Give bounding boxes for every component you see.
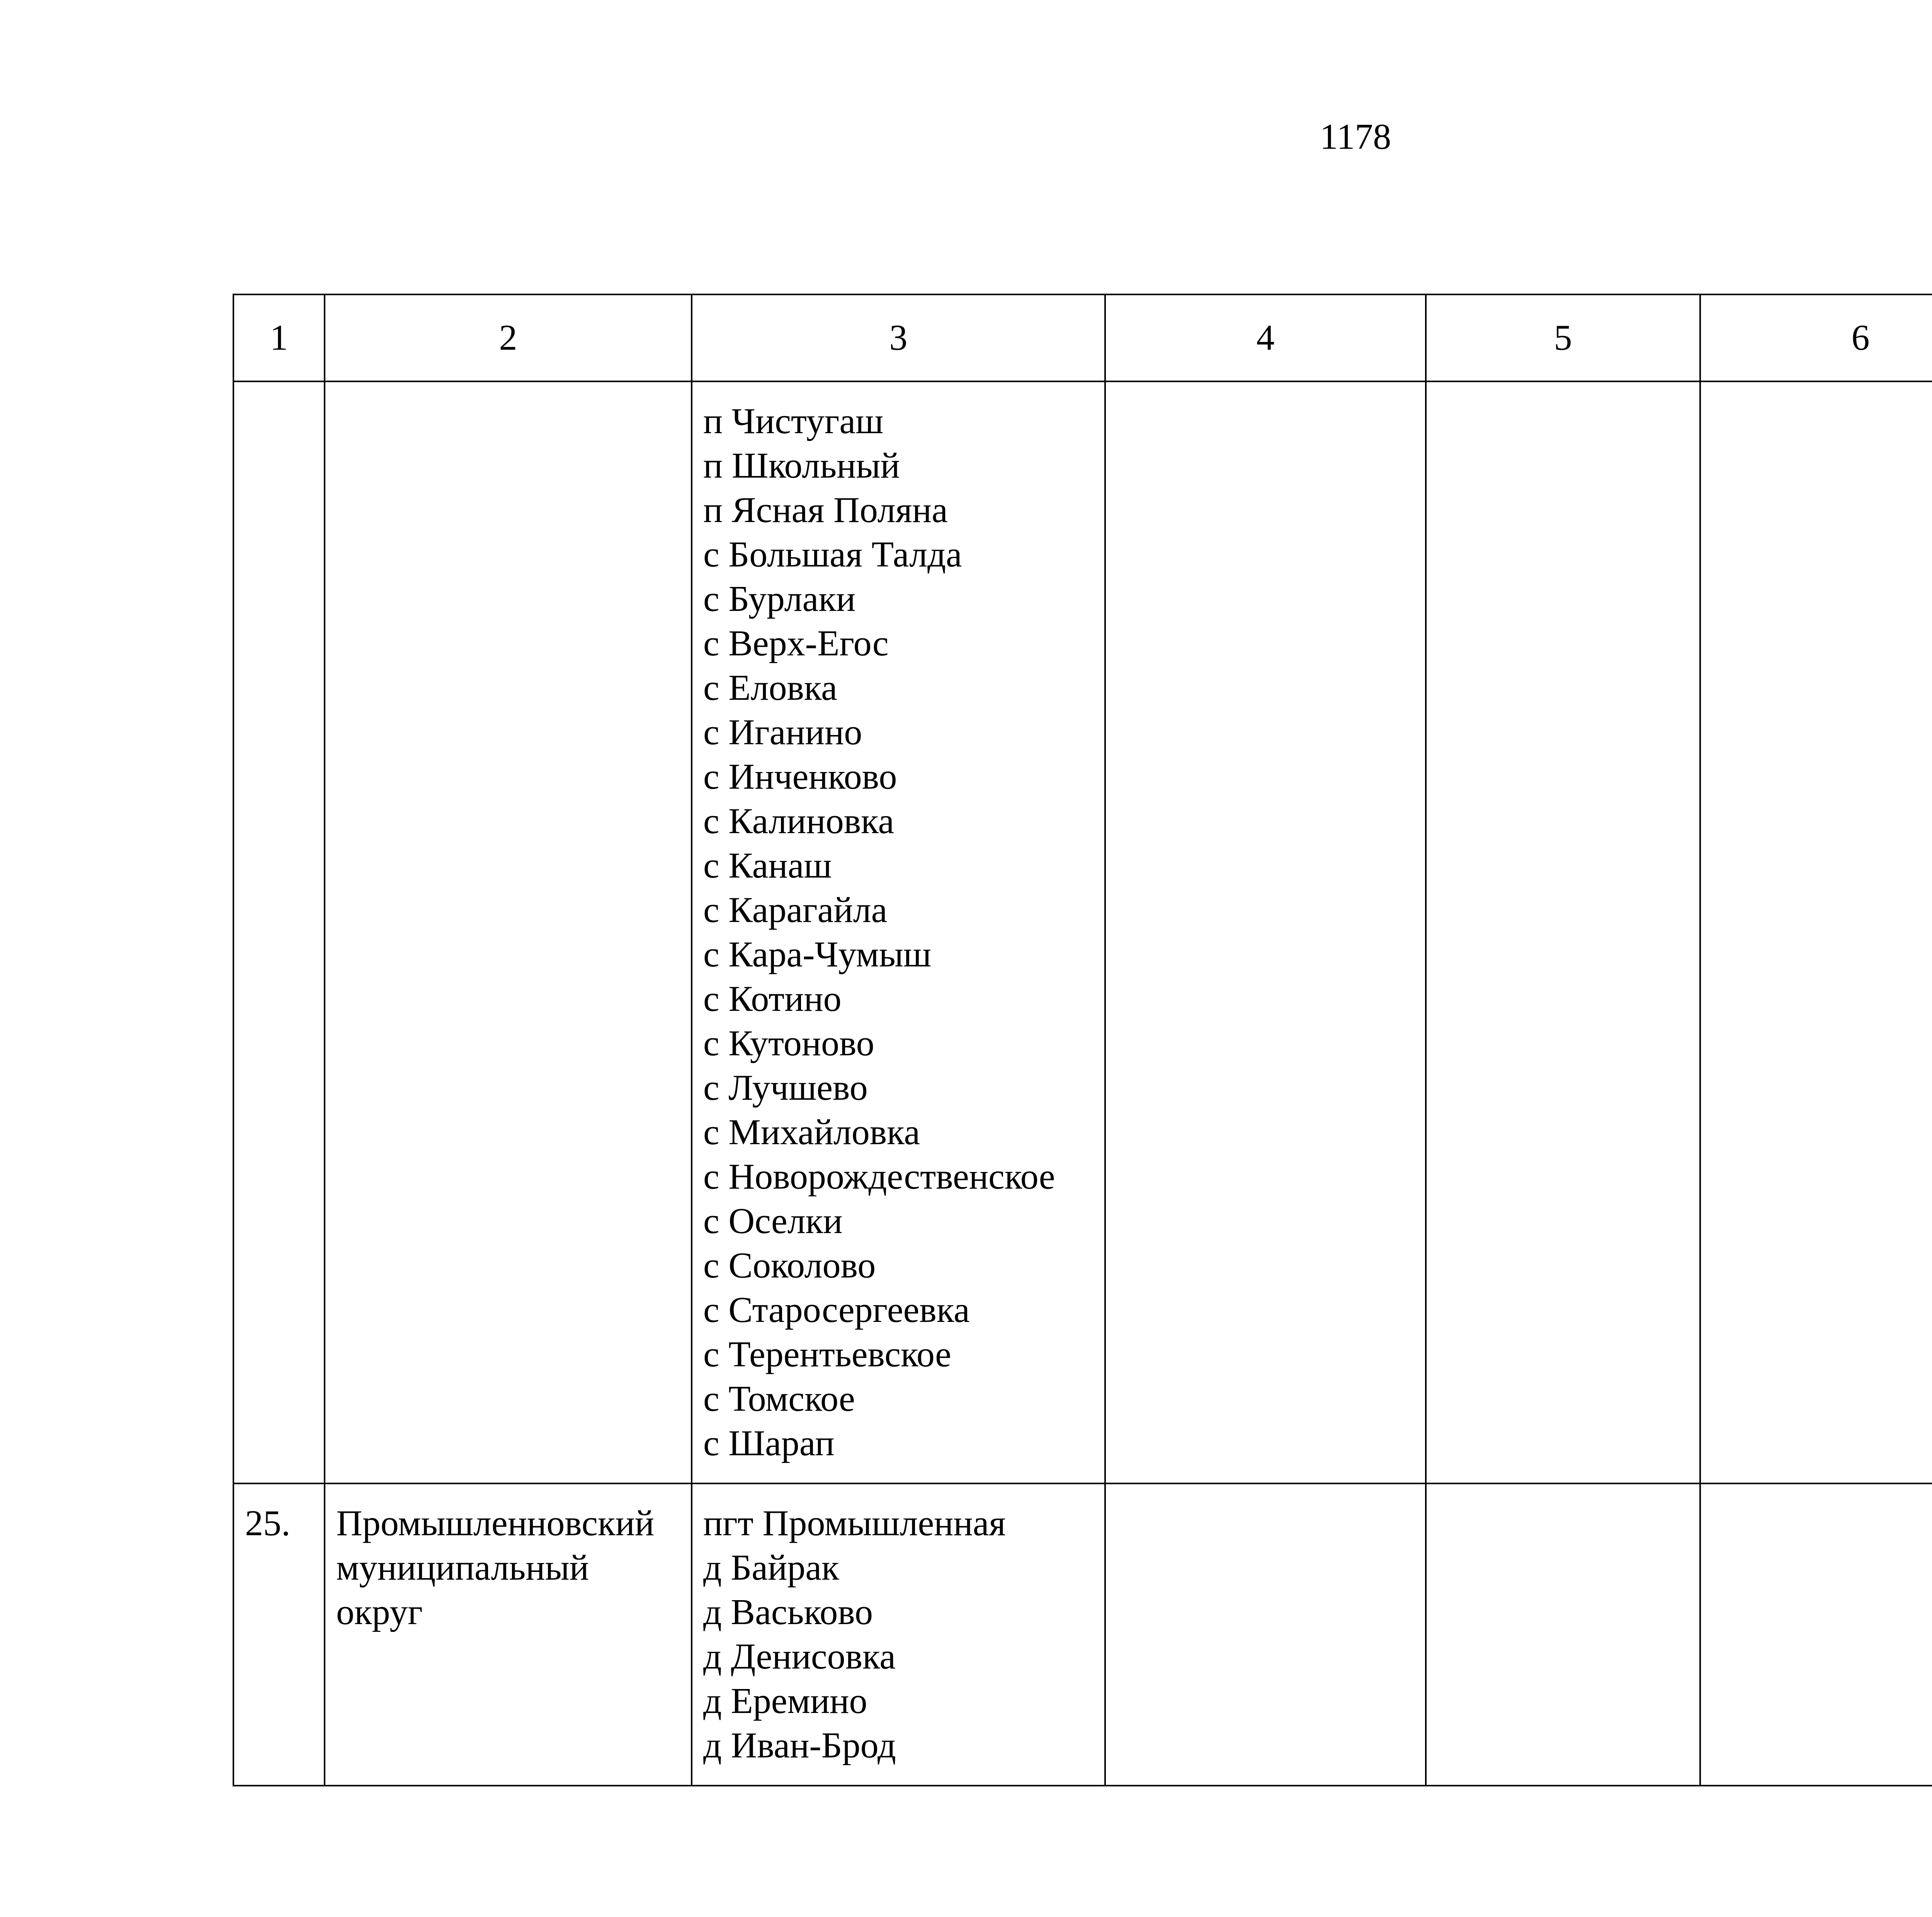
settlement-name: с Канаш bbox=[703, 845, 832, 886]
settlement-name: д Денисовка bbox=[703, 1636, 896, 1677]
settlement-name: д Еремино bbox=[703, 1681, 867, 1721]
settlement-name: с Томское bbox=[703, 1379, 855, 1419]
empty-cell bbox=[1700, 381, 1932, 1483]
settlement-name: с Котино bbox=[703, 979, 842, 1019]
settlement-name: с Бурлаки bbox=[703, 579, 856, 619]
settlement-name: пгт Промышленная bbox=[703, 1503, 1006, 1543]
table-row bbox=[233, 1483, 1932, 1786]
settlement-name: п Чистугаш bbox=[703, 401, 884, 441]
settlement-name: с Михайловка bbox=[703, 1112, 920, 1152]
settlements-cell bbox=[692, 381, 1105, 1483]
settlement-name: с Верх-Егос bbox=[703, 623, 889, 663]
settlements-cell bbox=[692, 1483, 1105, 1786]
empty-cell bbox=[1426, 1483, 1700, 1786]
settlement-name: с Иганино bbox=[703, 712, 862, 752]
district-name-line: округ bbox=[336, 1592, 423, 1632]
settlement-name: с Инченково bbox=[703, 757, 897, 797]
page-number: 1178 bbox=[1320, 117, 1391, 157]
row-number-cell bbox=[233, 381, 325, 1483]
settlement-name: д Иван-Брод bbox=[703, 1725, 896, 1766]
settlement-name: с Новорождественское bbox=[703, 1157, 1055, 1197]
district-cell bbox=[325, 1483, 692, 1786]
empty-cell bbox=[1105, 1483, 1426, 1786]
settlement-name: с Старосергеевка bbox=[703, 1290, 970, 1330]
column-header: 5 bbox=[1426, 294, 1700, 381]
settlement-name: с Кутоново bbox=[703, 1023, 874, 1063]
column-header: 2 bbox=[325, 294, 692, 381]
empty-cell bbox=[1105, 381, 1426, 1483]
document-table bbox=[233, 294, 1932, 1786]
settlement-name: п Ясная Поляна bbox=[703, 490, 948, 530]
table-row bbox=[233, 381, 1932, 1483]
empty-cell bbox=[1700, 1483, 1932, 1786]
district-cell bbox=[325, 381, 692, 1483]
settlement-name: с Еловка bbox=[703, 668, 837, 708]
settlement-name: с Лучшево bbox=[703, 1068, 868, 1108]
row-number-cell: 25. bbox=[233, 1483, 325, 1786]
settlement-name: д Васьково bbox=[703, 1592, 873, 1632]
table-header-row bbox=[233, 294, 1932, 381]
district-name-line: Промышленновский bbox=[336, 1503, 655, 1543]
settlement-name: с Большая Талда bbox=[703, 534, 962, 575]
settlement-name: п Школьный bbox=[703, 446, 900, 486]
settlement-name: д Байрак bbox=[703, 1548, 839, 1588]
settlement-name: с Калиновка bbox=[703, 801, 895, 841]
settlement-name: с Терентьевское bbox=[703, 1334, 951, 1374]
settlement-name: с Шарап bbox=[703, 1423, 835, 1463]
empty-cell bbox=[1426, 381, 1700, 1483]
column-header: 3 bbox=[692, 294, 1105, 381]
settlement-name: с Соколово bbox=[703, 1245, 876, 1286]
settlement-name: с Оселки bbox=[703, 1201, 843, 1241]
district-name-line: муниципальный bbox=[336, 1548, 589, 1588]
column-header: 6 bbox=[1700, 294, 1932, 381]
column-header: 4 bbox=[1105, 294, 1426, 381]
settlement-name: с Кара-Чумыш bbox=[703, 934, 932, 975]
column-header: 1 bbox=[233, 294, 325, 381]
settlement-name: с Карагайла bbox=[703, 890, 888, 930]
